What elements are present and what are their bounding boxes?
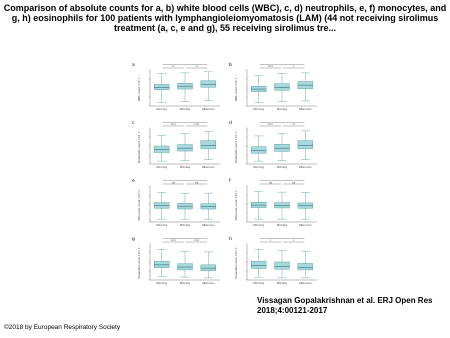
box [201, 141, 216, 149]
citation-reference: 2018;4:00121-2017 [257, 305, 328, 315]
significance-label: **** [267, 123, 273, 127]
significance-label: ns [292, 181, 296, 185]
panel-letter: a [132, 63, 135, 68]
box [178, 145, 193, 151]
box [275, 144, 290, 151]
figure-panels [128, 56, 318, 286]
x-tick-label: Morning [253, 282, 264, 285]
box [298, 141, 313, 149]
y-axis-label: Neutrophil count ×10⁹ L⁻¹ [235, 129, 238, 163]
x-tick-label: Mid-day [179, 282, 191, 285]
significance-label: * [293, 65, 295, 69]
panel-letter: f [229, 179, 231, 184]
x-tick-label: Morning [253, 224, 264, 227]
panel-letter: g [132, 237, 135, 242]
x-tick-label: Morning [156, 224, 167, 227]
figure-title: Comparison of absolute counts for a, b) white blood cells (WBC), c, d) neutrophils, e, f) monocytes, and g, h) eosinophils for 100 patients with lymphangioleiomyomatosis (LAM) (44 not receiving sirolimus treatment (a, c, e and g), 55 receiving sirolimus tre... [3, 3, 447, 34]
y-axis-label: Eosinophil count ×10⁹ L⁻¹ [138, 245, 141, 279]
x-tick-label: Morning [156, 282, 167, 285]
panel-letter: d [229, 121, 232, 126]
box [154, 261, 169, 267]
x-tick-label: Afternoon [299, 282, 312, 285]
y-axis-label: WBC count ×10⁹ L⁻¹ [235, 74, 238, 102]
significance-label: ns [268, 181, 272, 185]
x-tick-label: Mid-day [276, 166, 288, 169]
x-tick-label: Mid-day [179, 224, 191, 227]
panel-letter: e [132, 179, 135, 184]
x-tick-label: Afternoon [299, 224, 312, 227]
box [201, 81, 216, 87]
x-tick-label: Mid-day [276, 108, 288, 111]
y-axis-label: WBC count ×10⁹ L⁻¹ [138, 74, 141, 102]
significance-label: * [269, 239, 271, 243]
x-tick-label: Morning [156, 166, 167, 169]
x-tick-label: Afternoon [299, 108, 312, 111]
box [251, 147, 266, 153]
y-axis-label: Eosinophil count ×10⁹ L⁻¹ [235, 245, 238, 279]
box [298, 263, 313, 269]
box [275, 84, 290, 90]
x-tick-label: Morning [253, 108, 264, 111]
significance-label: ns [195, 181, 199, 185]
significance-label: **** [170, 239, 176, 243]
significance-label: ns [171, 181, 175, 185]
x-tick-label: Morning [156, 108, 167, 111]
significance-label: **** [267, 65, 273, 69]
box [154, 146, 169, 152]
x-tick-label: Afternoon [202, 224, 215, 227]
y-axis-label: Monocyte count ×10⁹ L⁻¹ [138, 187, 141, 221]
panel-letter: b [229, 63, 232, 68]
x-tick-label: Afternoon [202, 108, 215, 111]
panel-letter: h [229, 237, 232, 242]
x-tick-label: Afternoon [299, 166, 312, 169]
x-tick-label: Mid-day [179, 108, 191, 111]
significance-label: **** [194, 239, 200, 243]
copyright-notice: ©2018 by European Respiratory Society [4, 324, 121, 331]
significance-label: * [293, 239, 295, 243]
y-axis-label: Neutrophil count ×10⁹ L⁻¹ [138, 129, 141, 163]
x-tick-label: Mid-day [179, 166, 191, 169]
significance-label: **** [194, 123, 200, 127]
significance-label: ** [292, 123, 295, 127]
citation [257, 296, 447, 315]
y-axis-label: Monocyte count ×10⁹ L⁻¹ [235, 187, 238, 221]
x-tick-label: Morning [253, 166, 264, 169]
boxplot-grid [128, 56, 318, 286]
citation-authors: Vissagan Gopalakrishnan et al. ERJ Open Res [257, 296, 433, 305]
panel-letter: c [132, 121, 135, 126]
box [251, 261, 266, 268]
significance-label: ** [172, 65, 175, 69]
x-tick-label: Mid-day [276, 224, 288, 227]
x-tick-label: Mid-day [276, 282, 288, 285]
significance-label: **** [170, 123, 176, 127]
significance-label: ** [195, 65, 198, 69]
box [201, 265, 216, 271]
x-tick-label: Afternoon [202, 282, 215, 285]
box [275, 262, 290, 269]
x-tick-label: Afternoon [202, 166, 215, 169]
